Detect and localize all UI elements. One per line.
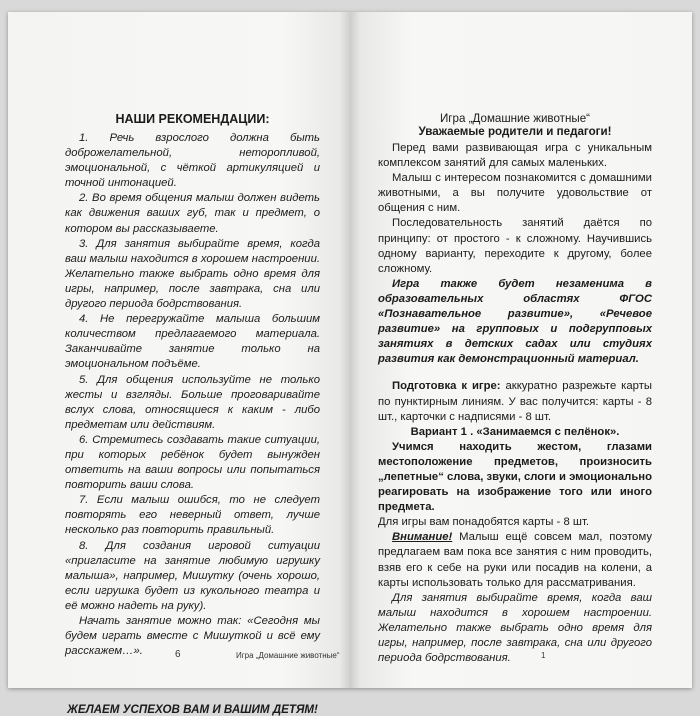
intro-paragraph: Перед вами развивающая игра с уникальным комплексом занятий для самых маленьких. bbox=[378, 142, 652, 170]
wish-text: ЖЕЛАЕМ УСПЕХОВ ВАМ И ВАШИМ ДЕТЯМ! bbox=[67, 703, 318, 716]
cards-needed: Для игры вам понадобятся карты - 8 шт. bbox=[378, 516, 590, 529]
time-paragraph: Для занятия выбирайте время, когда ваш малыш находится в хорошем настроении. Желательно также выбрать одно время для игры, например, после завтрака, сна или другого периода бодрствования. bbox=[378, 591, 652, 665]
preparation-text: аккуратно разрежьте карты по пунктирным линиям. У вас получится: карты - 8 шт., карточки с надписями - 8 шт. bbox=[378, 380, 652, 423]
variant-title: Вариант 1 . «Занимаемся с пелёнок». bbox=[410, 425, 620, 438]
preparation-paragraph bbox=[378, 379, 652, 424]
recommendation-7: 7. Если малыш ошибся, то не следует повторять его неверный ответ, лучше несколько раз повторить правильный. bbox=[65, 494, 320, 537]
game-title: Игра „Домашние животные“ bbox=[439, 112, 591, 125]
left-page bbox=[8, 12, 350, 716]
start-phrase: Начать занятие можно так: «Сегодня мы будем играть вместе с Мишуткой и всё ему расскажем…». bbox=[65, 615, 320, 658]
page-number-left: 6 bbox=[175, 649, 181, 660]
recommendation-1: 1. Речь взрослого должна быть доброжелательной, неторопливой, эмоциональной, с чёткой артикуляцией и точной интонацией. bbox=[65, 132, 320, 190]
attention-text: Малыш ещё совсем мал, поэтому предлагаем вам пока все занятия с ним проводить, взяв его к себе на руки или посадив на колени, а карты использовать только для рассматривания. bbox=[378, 531, 652, 589]
recommendation-5: 5. Для общения используйте не только жесты и взгляды. Больше проговаривайте вслух слова, относящиеся к каким - либо предметам или действиям. bbox=[65, 373, 320, 431]
recommendations-heading: НАШИ РЕКОМЕНДАЦИИ: bbox=[115, 112, 270, 126]
page-footer: Игра „Домашние животные“ bbox=[236, 651, 340, 660]
recommendation-2: 2. Во время общения малыш должен видеть как движения ваших губ, так и предмет, о котором вы рассказываете. bbox=[65, 192, 320, 235]
benefit-paragraph: Малыш с интересом познакомится с домашними животными, а вы получите удовольствие от общения с ним. bbox=[378, 172, 652, 215]
recommendation-3: 3. Для занятия выбирайте время, когда ваш малыш находится в хорошем настроении. Желательно также выбрать одно время для игры, например, после завтрака, сна или другого периода бодрствования. bbox=[65, 237, 320, 311]
recommendation-6: 6. Стремитесь создавать такие ситуации, при которых ребёнок будет вынужден ответить на ваши вопросы или попытаться повторить ваши слова. bbox=[65, 433, 320, 492]
attention-paragraph bbox=[378, 530, 652, 590]
fgos-paragraph: Игра также будет незаменима в образовательных областях ФГОС «Познавательное развитие», «Речевое развитие» на групповых и подгрупповых занятиях в детских садах или студиях развития как демонстрационный материал. bbox=[378, 277, 652, 366]
sequence-paragraph: Последовательность занятий даётся по принципу: от простого - к сложному. Научившись одному варианту, переходите к другому, более сложному. bbox=[378, 217, 652, 275]
variant-goal: Учимся находить жестом, глазами местоположение предметов, произносить „лепетные“ слова, звуки, слоги и эмоционально реагировать на изображение того или иного предмета. bbox=[378, 440, 653, 514]
greeting: Уважаемые родители и педагоги! bbox=[418, 125, 612, 138]
recommendation-8: 8. Для создания игровой ситуации «пригласите на занятие любимую игрушку малыша», например, Мишутку (очень хорошо, если игрушка будет из кукольного театра и её можно надеть на руку). bbox=[65, 539, 320, 612]
preparation-label: Подготовка к игре: bbox=[392, 380, 501, 393]
page-number-right: 1 bbox=[541, 651, 546, 660]
recommendation-4: 4. Не перегружайте малыша большим количеством предлагаемого материала. Заканчивайте занятие только на эмоциональном подъёме. bbox=[65, 313, 320, 371]
booklet-spread bbox=[8, 12, 692, 716]
attention-label: Внимание! bbox=[392, 531, 453, 544]
right-page bbox=[350, 12, 692, 688]
